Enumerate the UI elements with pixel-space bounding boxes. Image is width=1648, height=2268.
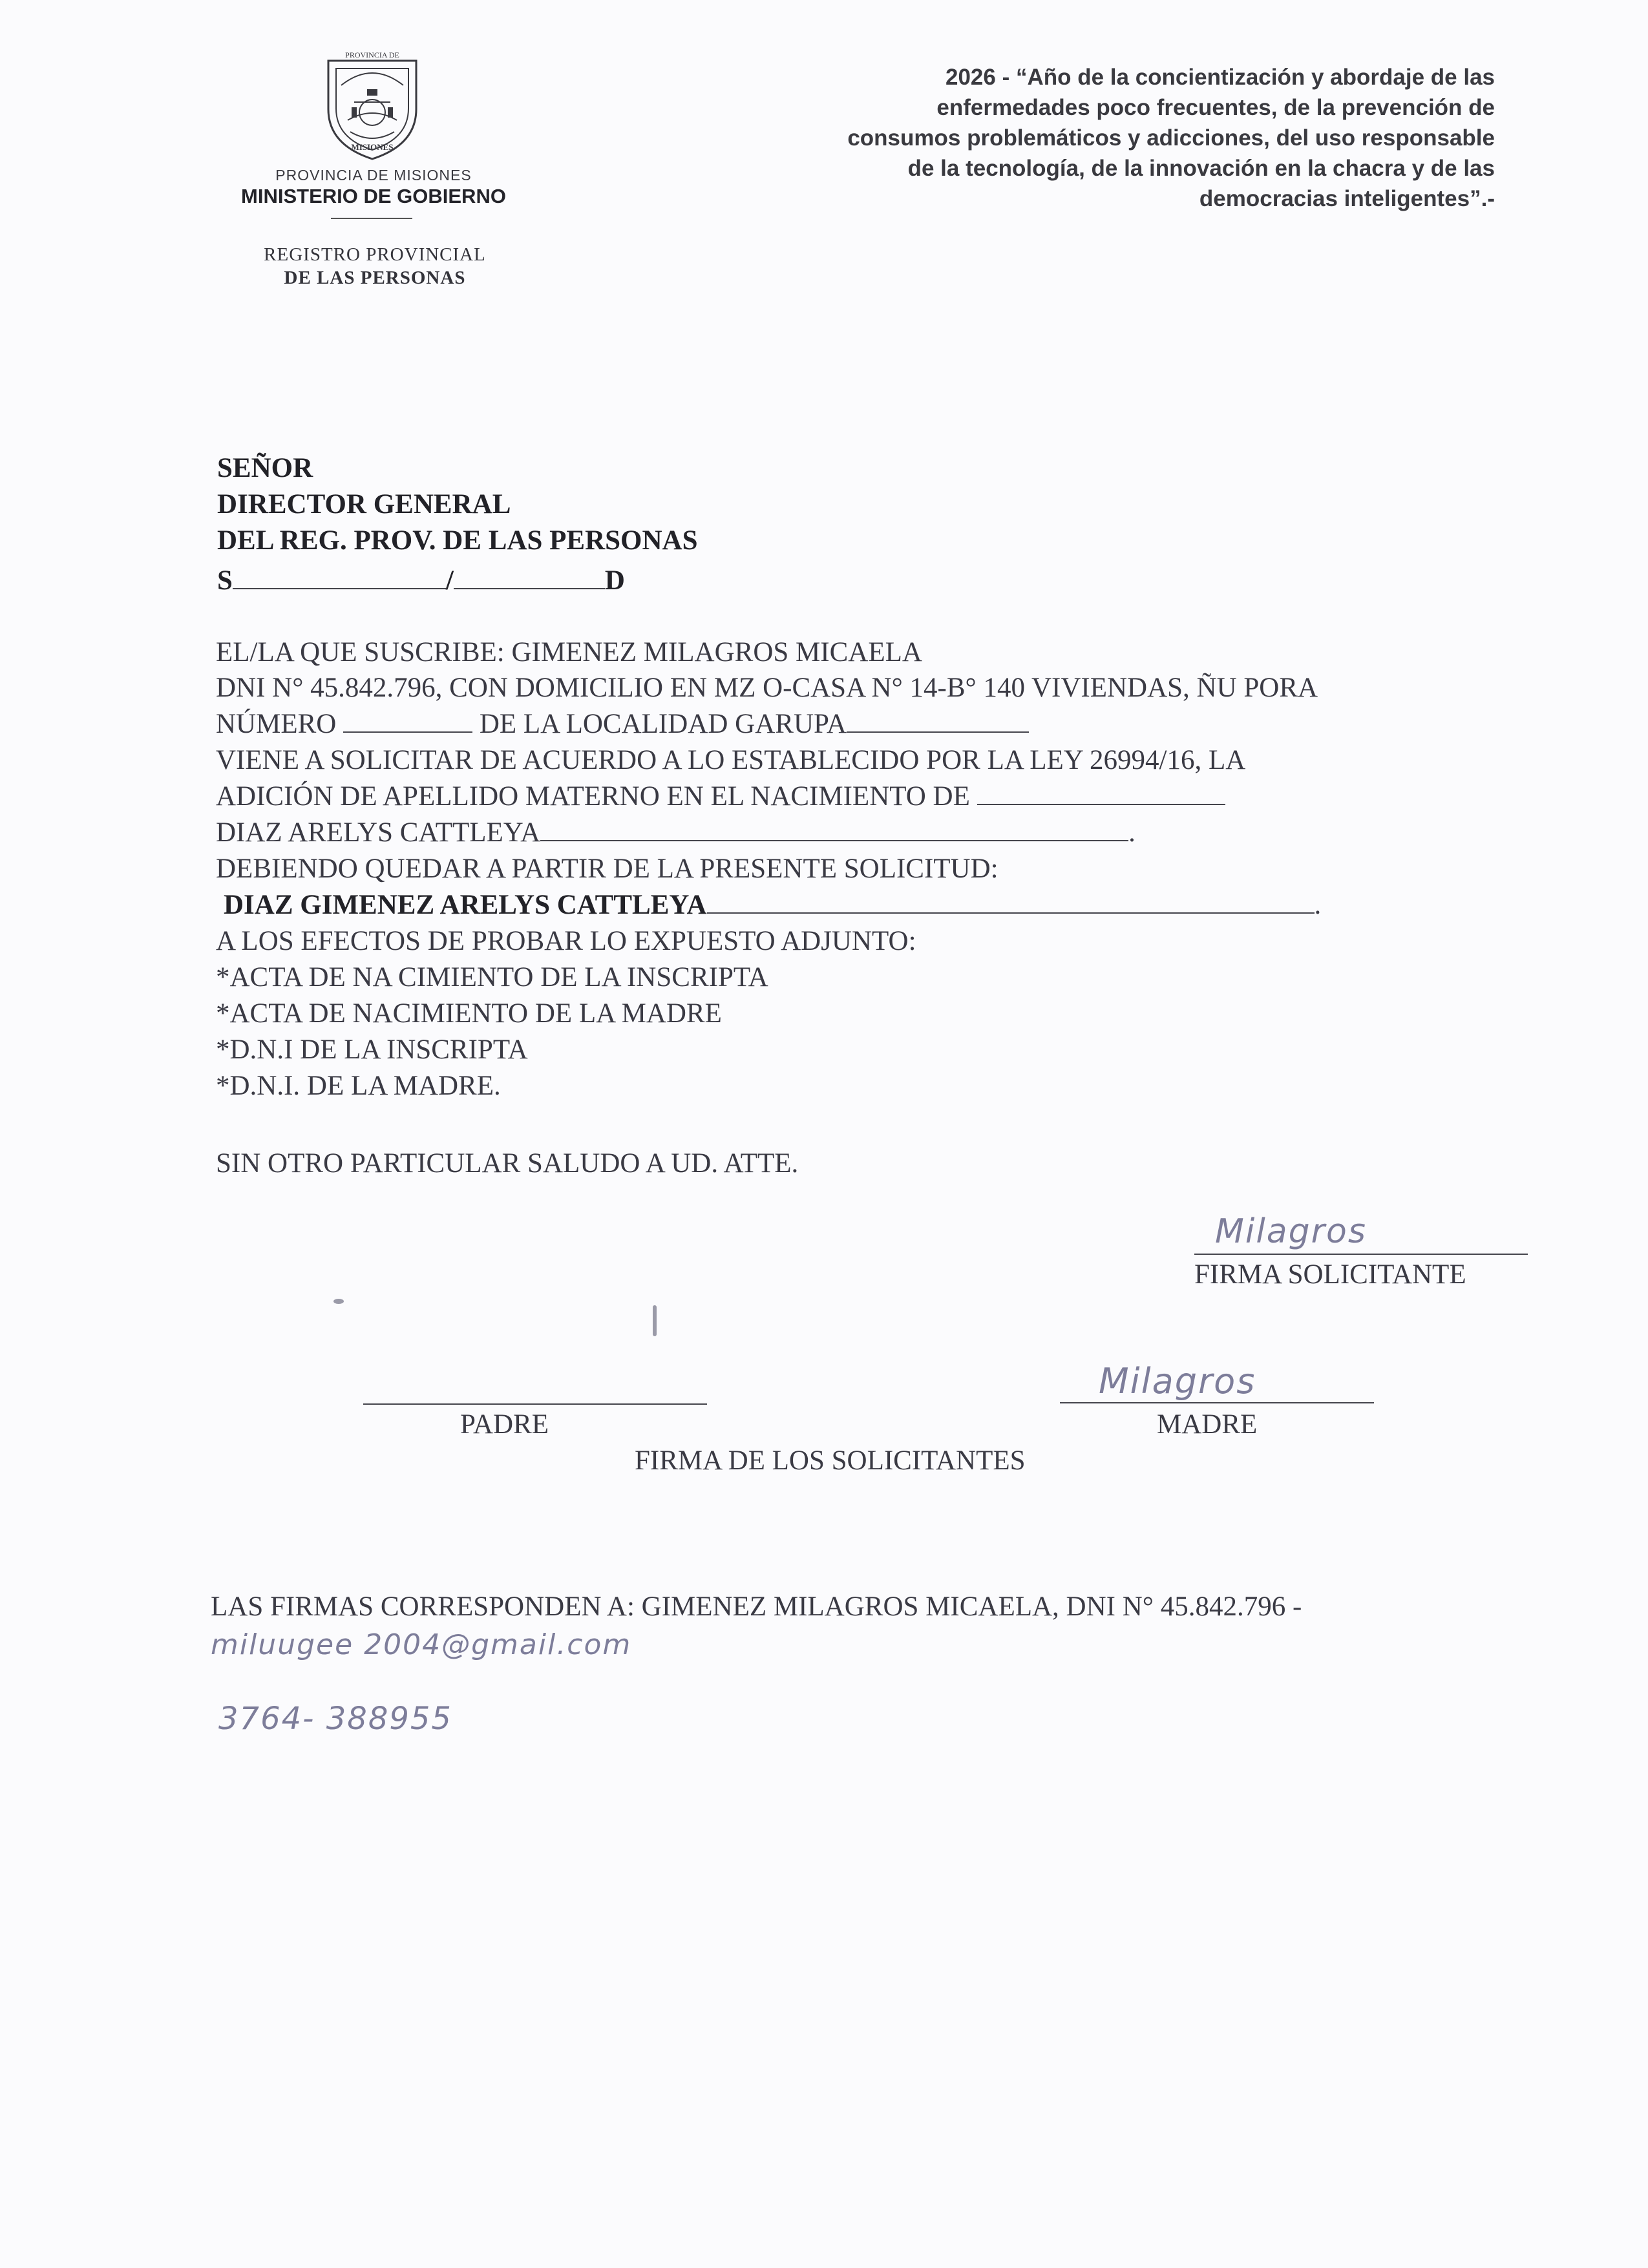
closing-line: SIN OTRO PARTICULAR SALUDO A UD. ATTE. xyxy=(216,1148,799,1179)
scan-speck xyxy=(333,1299,344,1304)
sd-s: S xyxy=(217,565,233,596)
addressee-position: DIRECTOR GENERAL xyxy=(217,489,511,520)
addition-blank xyxy=(977,781,1225,805)
addition-line xyxy=(216,781,1225,812)
attachment-item: *D.N.I. DE LA MADRE. xyxy=(216,1071,501,1101)
number-locality-line xyxy=(216,708,1029,740)
request-line: VIENE A SOLICITAR DE ACUERDO A LO ESTABLECIDO POR LA LEY 26994/16, LA xyxy=(216,745,1246,775)
resulting-name-line xyxy=(224,889,1321,921)
seal-text-top: PROVINCIA DE xyxy=(345,50,399,59)
signatures-correspond-line: LAS FIRMAS CORRESPONDEN A: GIMENEZ MILAGROS MICAELA, DNI N° 45.842.796 - xyxy=(211,1591,1302,1622)
locality-blank xyxy=(847,708,1029,733)
resulting-intro-line: DEBIENDO QUEDAR A PARTIR DE LA PRESENTE SOLICITUD: xyxy=(216,854,998,884)
attachment-item: *ACTA DE NACIMIENTO DE LA MADRE xyxy=(216,998,722,1029)
addressee-title: SEÑOR xyxy=(217,453,313,483)
sd-d: D xyxy=(604,565,625,596)
current-name-period: . xyxy=(1128,817,1136,848)
resulting-name-period: . xyxy=(1314,890,1322,920)
number-label: NÚMERO xyxy=(216,709,337,739)
sd-line xyxy=(217,565,625,596)
sd-slash: / xyxy=(445,565,454,596)
dni-address-line: DNI N° 45.842.796, CON DOMICILIO EN MZ O-CASA N° 14-B° 140 VIVIENDAS, ÑU PORA xyxy=(216,673,1318,703)
applicant-signature-label: FIRMA SOLICITANTE xyxy=(1194,1259,1466,1290)
addressee-office: DEL REG. PROV. DE LAS PERSONAS xyxy=(217,525,698,556)
attachment-item: *ACTA DE NA CIMIENTO DE LA INSCRIPTA xyxy=(216,962,768,992)
number-blank xyxy=(343,708,472,733)
handwritten-phone: 3764- 388955 xyxy=(218,1701,452,1737)
header-divider xyxy=(331,218,412,219)
signatures-group-label: FIRMA DE LOS SOLICITANTES xyxy=(635,1445,1026,1476)
current-name: DIAZ ARELYS CATTLEYA xyxy=(216,817,541,848)
motto-line: consumos problemáticos y adicciones, del uso responsable xyxy=(847,125,1495,151)
father-signature-line xyxy=(363,1403,707,1405)
motto-line: de la tecnología, de la innovación en la chacra y de las xyxy=(907,156,1495,181)
father-label: PADRE xyxy=(460,1409,549,1440)
sd-blank-1 xyxy=(233,565,446,589)
applicant-signature-line xyxy=(1194,1254,1528,1255)
registry-name-line2: DE LAS PERSONAS xyxy=(284,268,466,288)
mother-signature: Milagros xyxy=(1099,1361,1256,1402)
province-label: PROVINCIA DE MISIONES xyxy=(275,167,472,184)
resulting-name: DIAZ GIMENEZ ARELYS CATTLEYA xyxy=(224,890,707,920)
sd-blank-2 xyxy=(454,565,605,589)
scan-speck xyxy=(653,1305,657,1336)
seal-text-bottom: MISIONES xyxy=(351,142,394,152)
ministry-name: MINISTERIO DE GOBIERNO xyxy=(241,185,506,207)
mother-signature-line xyxy=(1060,1402,1374,1403)
applicant-signature: Milagros xyxy=(1215,1212,1367,1251)
motto-line: 2026 - “Año de la concientización y abordaje de las xyxy=(945,65,1495,90)
resulting-name-blank xyxy=(707,889,1315,914)
attachments-intro: A LOS EFECTOS DE PROBAR LO EXPUESTO ADJUNTO: xyxy=(216,926,916,956)
locality-text: DE LA LOCALIDAD GARUPA xyxy=(479,709,847,739)
current-name-line xyxy=(216,817,1136,848)
mother-label: MADRE xyxy=(1157,1409,1258,1440)
current-name-blank xyxy=(540,817,1128,841)
applicant-line: EL/LA QUE SUSCRIBE: GIMENEZ MILAGROS MICAELA xyxy=(216,637,922,667)
handwritten-email: miluugee 2004@gmail.com xyxy=(211,1628,632,1661)
year-motto xyxy=(687,62,1495,214)
motto-line: democracias inteligentes”.- xyxy=(1199,186,1495,211)
motto-line: enfermedades poco frecuentes, de la prevención de xyxy=(936,95,1495,120)
registry-name-line1: REGISTRO PROVINCIAL xyxy=(264,244,486,265)
attachment-item: *D.N.I DE LA INSCRIPTA xyxy=(216,1034,528,1065)
addition-text: ADICIÓN DE APELLIDO MATERNO EN EL NACIMIENTO DE xyxy=(216,781,970,812)
